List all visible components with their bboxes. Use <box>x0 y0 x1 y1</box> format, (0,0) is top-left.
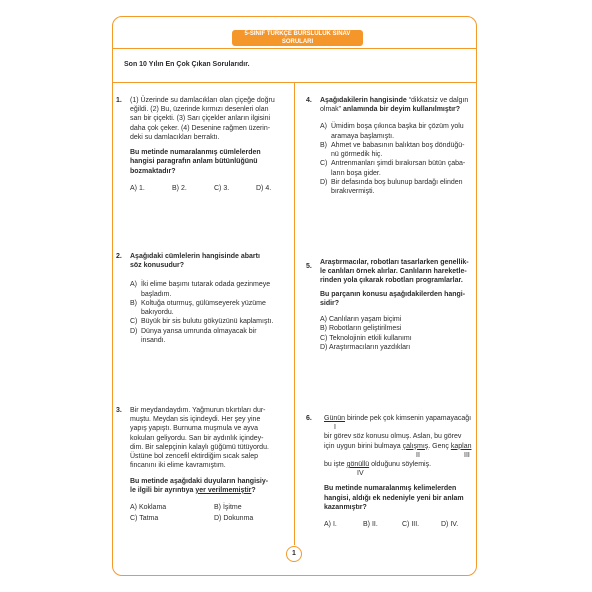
numbered-word-2: çalışmış <box>402 442 429 450</box>
answer-options <box>320 122 475 196</box>
option-text: bakıyordu. <box>141 309 174 317</box>
text-line: le ilgili bir ayrıntıya <box>130 486 196 494</box>
text-line: eğildi. (2) Bu, üzerinde kırmızı desenleri olan <box>130 106 269 114</box>
option-a[interactable]: A) Canlıların yaşam biçimi <box>320 316 402 324</box>
question-1 <box>116 96 290 193</box>
option-text: Antrenmanları şimdi bırakırsan bütün çaba- <box>331 160 466 168</box>
text-line: Bu metinde numaralanmış cümlelerden <box>130 149 261 157</box>
question-prompt <box>130 477 290 495</box>
option-text: nü görmedik hiç. <box>331 151 383 159</box>
option-c[interactable]: C) Teknolojinin etkili kullanımı <box>320 334 412 342</box>
option-d[interactable]: D) 4. <box>256 184 272 192</box>
question-number: 3. <box>116 407 122 414</box>
text-line: ? <box>251 486 256 494</box>
exam-title-line1: 5-SINIF TÜRKÇE BURSLULUK SINAV <box>244 31 351 37</box>
question-number: 4. <box>306 97 312 104</box>
answer-options <box>130 184 290 193</box>
text-line: sarı bir çiçekti. (3) Sarı çiçekler anların ilgisini <box>130 115 271 123</box>
question-text <box>130 96 290 142</box>
question-number: 5. <box>306 263 312 270</box>
text-line: Bu parçanın konusu aşağıdakilerden hangi- <box>320 290 466 298</box>
option-letter: A) <box>130 281 137 289</box>
text-line: birinde pek çok kimsenin yapamayacağı <box>345 415 472 422</box>
option-letter: C) <box>130 318 138 326</box>
text-line: kokuları geliyordu. Sarı bir aydınlık içindey- <box>130 434 264 442</box>
text-line: daha çok çeker. (4) Desenine rağmen üzerin- <box>130 124 271 132</box>
option-text: bırakıvermişti. <box>331 188 375 196</box>
question-prompt <box>324 484 476 512</box>
option-a[interactable] <box>320 122 475 140</box>
intro-divider-bottom <box>113 82 477 83</box>
underlined-phrase: yer verilmemiştir <box>195 486 252 494</box>
option-c[interactable]: C) Tatma <box>130 515 159 523</box>
question-prompt <box>320 96 475 114</box>
marker-2: II <box>416 451 420 459</box>
text-line: deki su damlacıkları berraktı. <box>130 133 220 141</box>
option-text: Dünya yansa umrunda olmayacak bir <box>141 327 257 335</box>
text-line: bozmaktadır? <box>130 167 176 175</box>
column-divider <box>294 83 295 545</box>
option-c[interactable]: C) III. <box>402 521 420 529</box>
question-prompt <box>130 252 290 270</box>
question-6 <box>306 414 476 529</box>
option-text: Koltuğa oturmuş, gülümseyerek yüzüme <box>141 299 266 307</box>
option-b[interactable]: B) İşitme <box>214 504 242 512</box>
text-line: rinden yola çıkarak robotları programlarlar. <box>320 277 463 285</box>
text-line: Aşağıdakilerin hangisinde <box>320 97 409 104</box>
option-d[interactable] <box>130 327 290 345</box>
question-text <box>320 258 475 286</box>
option-c[interactable]: C) 3. <box>214 184 230 192</box>
question-prompt <box>320 290 475 308</box>
option-text: Bir defasında boş bulunup bardağı elinden <box>331 178 463 186</box>
question-text <box>130 406 290 471</box>
option-text: ların boşa gider. <box>331 169 381 177</box>
text-line: hangisi, aldığı ek nedeniyle yeni bir anlam <box>324 494 464 502</box>
text-line: dim. Bir salepçinin kalaylı güğümü tütüyordu. <box>130 443 269 451</box>
answer-options <box>130 280 290 345</box>
question-number: 2. <box>116 253 122 260</box>
text-line: Aşağıdaki cümlelerin hangisinde abartı <box>130 253 260 260</box>
answer-options <box>130 503 290 523</box>
marker-3: III <box>464 451 470 459</box>
marker-1: I <box>334 424 336 432</box>
text-line: “dikkatsiz ve dalgın <box>408 97 469 104</box>
numbered-word-3: kaplan <box>450 442 472 450</box>
question-4 <box>306 96 475 196</box>
text-line: bir görev söz konusu olmuş. Aslan, bu görev <box>324 433 462 441</box>
option-text: Ahmet ve babasının balıktan boş döndüğü- <box>331 141 465 149</box>
question-prompt <box>130 148 290 176</box>
question-3 <box>116 406 290 524</box>
option-letter: C) <box>320 160 328 168</box>
text-line: muştu. Meydan sis içindeydi. Her şey yine <box>130 416 261 424</box>
option-b[interactable]: B) Robotların geliştirilmesi <box>320 325 402 333</box>
question-number: 1. <box>116 97 122 104</box>
numbered-word-4: gönüllü <box>346 460 370 468</box>
text-line: sidir? <box>320 299 340 307</box>
exam-title-banner <box>232 30 363 46</box>
text-line: için uygun birini bulmaya <box>324 442 403 450</box>
text-line: Bu metinde aşağıdaki duyuların hangisiy- <box>130 477 269 485</box>
option-text: başladım. <box>141 290 172 298</box>
page-number: 1 <box>286 546 302 562</box>
option-b[interactable]: B) II. <box>363 521 378 529</box>
option-b[interactable]: B) 2. <box>172 184 187 192</box>
text-line: anlamında bir deyim kullanılmıştır? <box>342 106 461 114</box>
text-line: bu işte <box>324 460 347 468</box>
text-line: söz konusudur? <box>130 262 185 270</box>
option-text: Büyük bir sis bulutu gökyüzünü kaplamıştı. <box>141 318 274 326</box>
question-number: 6. <box>306 415 312 422</box>
option-text: İki elime başımı tutarak odada gezinmeye <box>141 281 271 289</box>
text-line: yapış yapıştı. Burnuma muşmula ve ayva <box>130 425 258 433</box>
option-text: insandı. <box>141 336 166 344</box>
text-line: hangisi paragrafın anlam bütünlüğünü <box>130 158 258 166</box>
intro-divider-top <box>113 48 477 49</box>
option-d[interactable]: D) IV. <box>441 521 459 529</box>
option-a[interactable]: A) 1. <box>130 184 145 192</box>
option-d[interactable]: D) Dokunma <box>214 515 254 523</box>
option-b[interactable] <box>320 141 475 159</box>
question-text <box>324 414 476 478</box>
text-line: Araştırmacılar, robotları tasarlarken genellik- <box>320 259 469 266</box>
question-2 <box>116 252 290 345</box>
text-line: kazanmıştır? <box>324 503 367 511</box>
answer-options <box>320 315 475 352</box>
option-c[interactable] <box>130 317 290 326</box>
text-line: Bu metinde numaralanmış kelimelerden <box>324 485 457 493</box>
text-line: le canlıları örnek alırlar. Canlıların hareketle- <box>320 268 467 276</box>
text-line: olduğunu söylemiş. <box>369 460 432 468</box>
option-letter: B) <box>320 141 327 149</box>
exam-title-line2: SORULARI <box>281 38 314 45</box>
option-d[interactable]: D) Araştırmacıların yazdıkları <box>320 343 411 351</box>
option-a[interactable]: A) Koklama <box>130 504 167 512</box>
option-c[interactable] <box>320 159 475 177</box>
text-line: . Genç <box>428 442 451 450</box>
option-letter: D) <box>320 178 328 186</box>
option-a[interactable]: A) I. <box>324 521 337 529</box>
marker-4: IV <box>357 470 364 478</box>
option-text: Ümidim boşa çıkınca başka bir çözüm yolu <box>331 123 464 131</box>
numbered-word-1: Günün <box>324 415 346 422</box>
text-line: fincanını iki elime kavramıştım. <box>130 462 226 470</box>
intro-text: Son 10 Yılın En Çok Çıkan Sorularıdır. <box>124 61 250 68</box>
text-line: (1) Üzerinde su damlacıkları olan çiçeğe doğru <box>130 97 275 104</box>
option-text: aramaya başlamıştı. <box>331 132 395 140</box>
option-letter: D) <box>130 327 138 335</box>
option-d[interactable] <box>320 178 475 196</box>
option-b[interactable] <box>130 299 290 317</box>
option-a[interactable] <box>130 280 290 298</box>
option-letter: B) <box>130 299 137 307</box>
text-line: olmak” <box>320 106 343 114</box>
question-5 <box>306 258 475 352</box>
text-line: Üstüne bol zencefil ektirdiğim sıcak salep <box>130 453 259 461</box>
text-line: Bir meydandaydım. Yağmurun tıkırtıları dur- <box>130 407 266 414</box>
answer-options <box>324 520 476 529</box>
option-letter: A) <box>320 123 327 131</box>
